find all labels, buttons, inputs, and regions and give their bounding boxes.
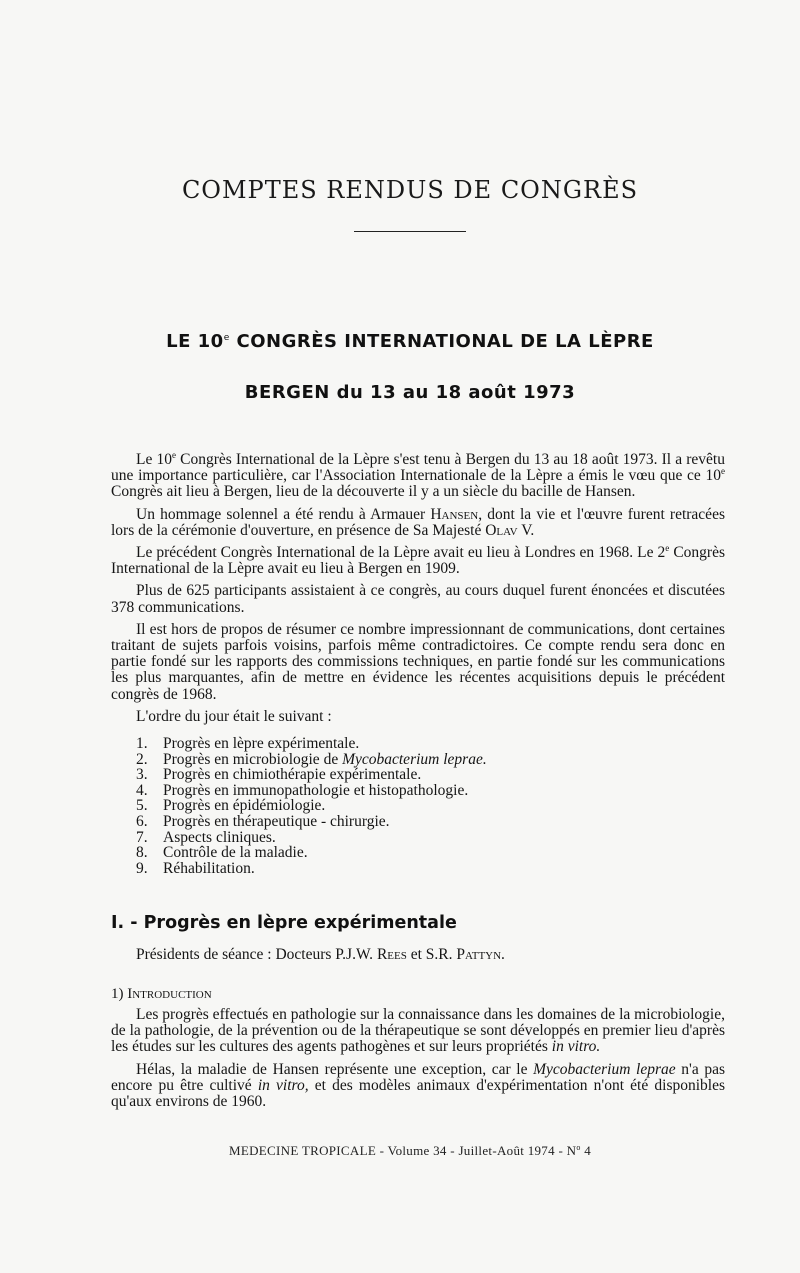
- footer-sup: o: [576, 1143, 581, 1152]
- intro-p2-b: , dont la vie et l'œuvre furent retracées lors de la cérémonie d'ouverture, en présence de Sa Majesté: [111, 505, 725, 539]
- list-item-number: 9.: [136, 859, 148, 877]
- page-footer: [0, 1143, 800, 1159]
- intro-text: [111, 452, 725, 731]
- section-text: [111, 1007, 725, 1116]
- section-p1-a: Les progrès effectués en pathologie sur la connaissance dans les domaines de la microbiologie, de la pathologie, de la prévention ou de la thérapeutique se sont développés en premier lieu d'après les études sur les cultures des agents pathogènes et sur leurs propriétés: [111, 1006, 725, 1056]
- intro-p2-a: Un hommage solennel a été rendu à Armauer: [136, 505, 431, 523]
- footer-text: MEDECINE TROPICALE - Volume 34 - Juillet-Août 1974 - N: [229, 1143, 577, 1158]
- list-item: [136, 861, 487, 877]
- title-divider: [354, 231, 466, 232]
- section-paragraph-1: [111, 1007, 725, 1056]
- presidents-text-b: et S.R.: [406, 946, 457, 963]
- list-item: [136, 814, 487, 830]
- list-item-number: 3.: [136, 766, 148, 784]
- presidents-text-c: .: [501, 946, 505, 963]
- list-item-text: Progrès en immunopathologie et histopathologie.: [163, 781, 469, 799]
- article-subtitle: BERGEN du 13 au 18 août 1973: [244, 382, 576, 403]
- intro-p1-c: Congrès ait lieu à Bergen, lieu de la découverte il y a un siècle du bacille de Hansen.: [111, 483, 636, 501]
- article-title-rest: CONGRÈS INTERNATIONAL DE LA LÈPRE: [229, 331, 654, 352]
- list-item-number: 2.: [136, 750, 148, 768]
- intro-paragraph-3: [111, 545, 725, 577]
- list-item: [136, 736, 487, 752]
- article-title-prefix: LE 10: [166, 331, 224, 352]
- intro-p1-a: Le 10: [136, 451, 172, 468]
- list-item: [136, 752, 487, 768]
- section-heading: I. - Progrès en lèpre expérimentale: [111, 913, 457, 933]
- list-item-text: Contrôle de la maladie.: [163, 844, 308, 862]
- list-item-number: 7.: [136, 828, 148, 846]
- section-p2-em1: Mycobacterium leprae: [533, 1060, 676, 1078]
- intro-p2-name-hansen: Hansen: [430, 505, 479, 523]
- intro-paragraph-4: Plus de 625 participants assistaient à ce congrès, au cours duquel furent énoncées et discutées 378 communications.: [111, 582, 725, 616]
- list-item: [136, 767, 487, 783]
- presidents-text-a: Présidents de séance : Docteurs P.J.W.: [136, 946, 377, 963]
- footer-text-end: 4: [580, 1143, 591, 1158]
- list-item: [136, 798, 487, 814]
- list-item-number: 6.: [136, 812, 148, 830]
- list-item-number: 8.: [136, 844, 148, 862]
- list-item-text: Progrès en thérapeutique - chirurgie.: [163, 812, 390, 830]
- intro-p2-name-olav: Olav: [485, 521, 518, 539]
- intro-p1-sup: e: [171, 450, 176, 460]
- list-item-number: 1.: [136, 735, 148, 752]
- intro-p1-b: Congrès International de la Lèpre s'est tenu à Bergen du 13 au 18 août 1973. Il a revêtu une importance particulière, car l'Association Internationale de la Lèpre a émis le vœu que ce 10: [111, 451, 725, 485]
- section-p2-b: n'a pas encore pu être cultivé: [111, 1060, 725, 1094]
- list-item-text: Progrès en chimiothérapie expérimentale.: [163, 766, 422, 784]
- presidents-name-rees: Rees: [376, 946, 407, 963]
- intro-p3-b: Congrès International de la Lèpre avait eu lieu à Bergen en 1909.: [111, 544, 726, 578]
- list-item-text: Progrès en lèpre expérimentale.: [163, 735, 360, 752]
- section-p1-em: in vitro.: [551, 1038, 601, 1056]
- article-title: [0, 331, 800, 352]
- section-p2-a: Hélas, la maladie de Hansen représente une exception, car le: [136, 1060, 534, 1078]
- article-title-sup: e: [223, 333, 230, 343]
- agenda-list: [136, 736, 487, 876]
- list-item-number: 5.: [136, 797, 148, 815]
- intro-p2-c: V.: [517, 521, 535, 539]
- subsection-heading: 1) Introduction: [111, 986, 212, 1002]
- section-paragraph-2: [111, 1062, 725, 1111]
- intro-p1-sup2: e: [721, 466, 725, 477]
- section-p2-em2: in vitro,: [257, 1076, 309, 1094]
- section-p2-c: et des modèles animaux d'expérimentation n'ont été disponibles qu'aux environs de 1960.: [111, 1076, 726, 1111]
- list-item: [136, 845, 487, 861]
- list-item: [136, 830, 487, 846]
- presidents-name-pattyn: Pattyn: [456, 946, 502, 963]
- session-presidents: [136, 946, 505, 964]
- list-item-number: 4.: [136, 781, 148, 799]
- list-item-text: Réhabilitation.: [163, 859, 255, 877]
- intro-paragraph-6: L'ordre du jour était le suivant :: [136, 707, 332, 725]
- page-title: COMPTES RENDUS DE CONGRÈS: [181, 176, 639, 204]
- intro-paragraph-1: [111, 452, 725, 501]
- intro-paragraph-2: [111, 507, 725, 539]
- list-item: [136, 783, 487, 799]
- list-item-text: Progrès en microbiologie de: [163, 750, 343, 768]
- list-item-text: Aspects cliniques.: [163, 828, 276, 846]
- intro-p3-a: Le précédent Congrès International de la Lèpre avait eu lieu à Londres en 1968. Le 2: [136, 544, 666, 562]
- list-item-emphasis: Mycobacterium leprae.: [342, 750, 487, 768]
- intro-p3-sup: e: [665, 543, 670, 554]
- intro-paragraph-5: Il est hors de propos de résumer ce nombre impressionnant de communications, dont certaines traitant de sujets parfois voisins, parfois même contradictoires. Ce compte rendu sera donc en partie fondé sur les rapports des commissions techniques, en partie fondé sur les communications les plus marquantes, afin de mettre en évidence les récentes acquisitions depuis le précédent congrès de 1968.: [111, 620, 725, 703]
- list-item-text: Progrès en épidémiologie.: [163, 797, 326, 815]
